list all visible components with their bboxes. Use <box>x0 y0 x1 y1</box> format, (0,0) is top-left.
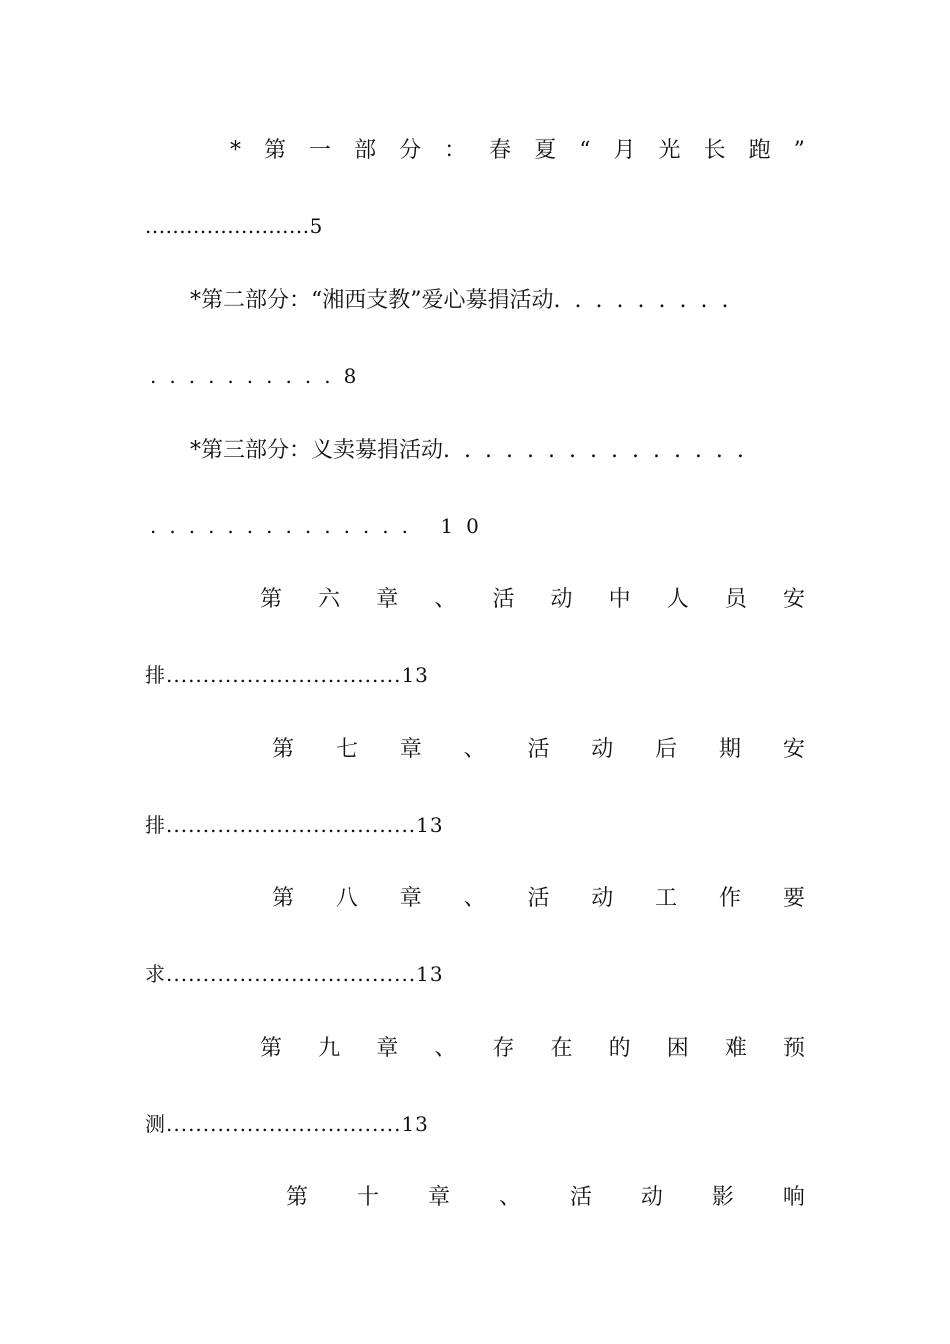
heading-char: 存 <box>492 1036 515 1061</box>
toc-part1-heading <box>230 136 805 166</box>
heading-char: 第 <box>286 1185 309 1210</box>
heading-char: 在 <box>550 1036 573 1061</box>
heading-char: 、 <box>463 737 486 762</box>
toc-part2-heading <box>190 286 742 316</box>
heading-char: 章 <box>399 737 422 762</box>
heading-char: 动 <box>640 1185 663 1210</box>
toc-chapter9-heading <box>260 1034 805 1064</box>
heading-char: 一 <box>309 138 332 163</box>
heading-char: 难 <box>724 1036 747 1061</box>
heading-char: 九 <box>318 1036 341 1061</box>
toc-chapter6-leader: 排................................13 <box>145 663 429 687</box>
heading-char: ： <box>444 138 467 163</box>
heading-char: 活 <box>492 587 515 612</box>
heading-char: 、 <box>463 886 486 911</box>
heading-char: 第 <box>272 886 295 911</box>
heading-char: 十 <box>356 1185 379 1210</box>
heading-char: 部 <box>354 138 377 163</box>
heading-char: 后 <box>655 737 678 762</box>
heading-char: 期 <box>719 737 742 762</box>
heading-char: 六 <box>318 587 341 612</box>
toc-chapter8-heading <box>272 884 805 914</box>
heading-char: 响 <box>782 1185 805 1210</box>
heading-char: 七 <box>335 737 358 762</box>
toc-part2-dots: ......... <box>553 288 743 313</box>
heading-char: 员 <box>724 587 747 612</box>
heading-char: 八 <box>335 886 358 911</box>
toc-chapter8-leader: 求..................................13 <box>145 962 444 986</box>
heading-char: * <box>230 138 241 163</box>
heading-char: 分 <box>399 138 422 163</box>
toc-part3-title: *第三部分：义卖募捐活动 <box>190 438 444 463</box>
heading-char: 影 <box>711 1185 734 1210</box>
heading-char: “ <box>579 138 591 163</box>
heading-char: 第 <box>272 737 295 762</box>
heading-char: 活 <box>527 886 550 911</box>
heading-char: 活 <box>569 1185 592 1210</box>
heading-char: 、 <box>498 1185 521 1210</box>
toc-part1-leader: ........................5 <box>145 214 323 238</box>
toc-chapter7-heading <box>272 735 805 765</box>
heading-char: 动 <box>550 587 573 612</box>
toc-part3-heading <box>190 436 758 466</box>
heading-char: 要 <box>782 886 805 911</box>
heading-char: 人 <box>666 587 689 612</box>
heading-char: 长 <box>703 138 726 163</box>
heading-char: 春 <box>489 138 512 163</box>
heading-char: 章 <box>376 1036 399 1061</box>
heading-char: 、 <box>434 1036 457 1061</box>
heading-char: 第 <box>260 1036 283 1061</box>
heading-char: 工 <box>655 886 678 911</box>
heading-char: 跑 <box>748 138 771 163</box>
heading-char: 光 <box>658 138 681 163</box>
heading-char: 作 <box>719 886 742 911</box>
heading-char: 的 <box>608 1036 631 1061</box>
heading-char: 第 <box>264 138 287 163</box>
toc-chapter7-leader: 排..................................13 <box>145 813 444 837</box>
heading-char: 章 <box>376 587 399 612</box>
heading-char: 活 <box>527 737 550 762</box>
heading-char: 动 <box>591 737 614 762</box>
heading-char: 月 <box>613 138 636 163</box>
heading-char: 夏 <box>534 138 557 163</box>
heading-char: 中 <box>608 587 631 612</box>
heading-char: 章 <box>399 886 422 911</box>
toc-chapter10-heading <box>286 1183 805 1213</box>
heading-char: 安 <box>782 737 805 762</box>
heading-char: 安 <box>782 587 805 612</box>
toc-part2-title: *第二部分：“湘西支教”爱心募捐活动 <box>190 288 554 313</box>
heading-char: 预 <box>782 1036 805 1061</box>
toc-part3-dots: ............... <box>443 438 758 463</box>
heading-char: 章 <box>427 1185 450 1210</box>
heading-char: ” <box>793 138 805 163</box>
toc-chapter9-leader: 测................................13 <box>145 1112 429 1136</box>
toc-part3-leader: .............. 10 <box>150 514 492 538</box>
toc-part2-leader: ..........8 <box>150 364 370 388</box>
heading-char: 第 <box>260 587 283 612</box>
heading-char: 动 <box>591 886 614 911</box>
heading-char: 、 <box>434 587 457 612</box>
toc-chapter6-heading <box>260 585 805 615</box>
heading-char: 困 <box>666 1036 689 1061</box>
